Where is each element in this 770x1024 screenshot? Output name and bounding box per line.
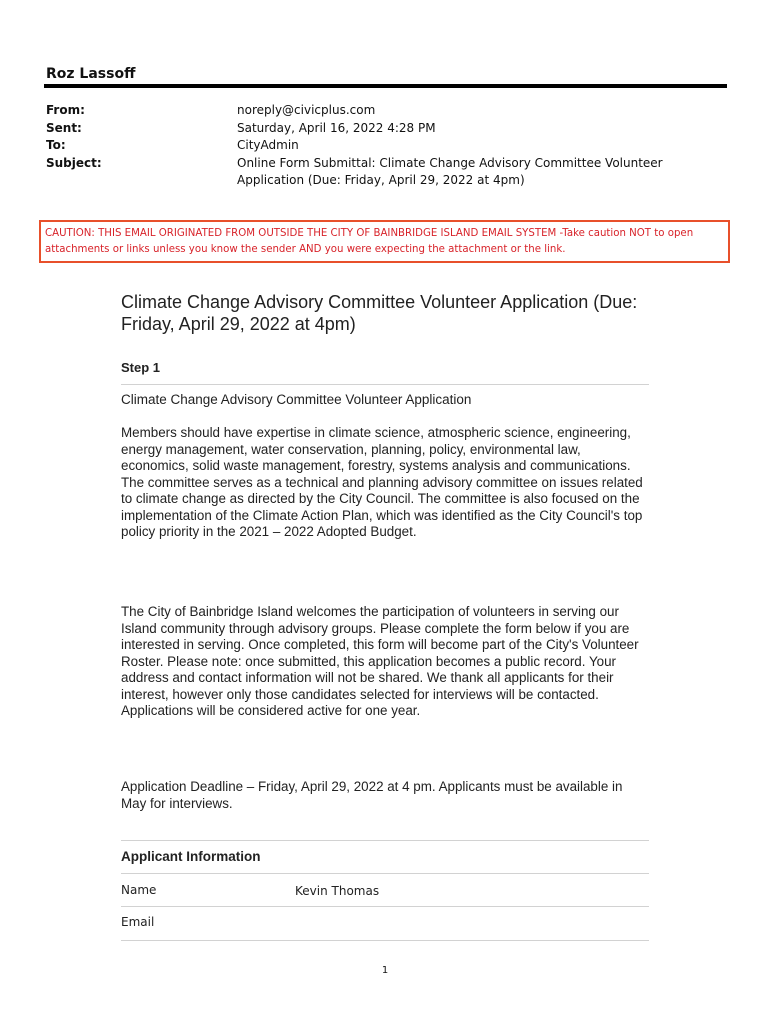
step-label: Step 1 (121, 360, 161, 375)
to-value: CityAdmin (237, 138, 299, 152)
form-subtitle: Climate Change Advisory Committee Volunteer Application (121, 392, 472, 407)
name-label: Name (121, 883, 157, 897)
to-label: To: (46, 138, 66, 152)
page-number: 1 (381, 965, 389, 976)
description-paragraph-1: Members should have expertise in climate science, atmospheric science, engineering, energy management, water conservation, planning, policy, environmental law, economics, solid waste management, forestry, systems analysis and communications. The committee serves as a technical and planning advisory committee on issues related to climate change as directed by the City Council. The committee is also focused on the implementation of the Climate Action Plan, which was identified as the City Council's top policy priority in the 2021 – 2022 Adopted Budget. (121, 425, 643, 539)
caution-banner (39, 220, 730, 263)
subject-label: Subject: (46, 155, 102, 170)
email-headers (46, 102, 727, 190)
name-row-divider (121, 906, 649, 907)
email-label: Email (121, 915, 155, 929)
subject-row (46, 155, 727, 190)
subject-value: Online Form Submittal: Climate Change Advisory Committee Volunteer Application (Due: Friday, April 29, 2022 at 4pm) (237, 155, 663, 187)
section-divider (121, 873, 649, 874)
name-value: Kevin Thomas (295, 884, 380, 898)
sender-name: Roz Lassoff (46, 66, 136, 82)
applicant-info-heading: Applicant Information (121, 849, 261, 864)
email-row-divider (121, 940, 649, 941)
sent-label: Sent: (46, 120, 82, 135)
step-divider (121, 384, 649, 385)
from-value: noreply@civicplus.com (237, 103, 376, 117)
deadline-paragraph: Application Deadline – Friday, April 29, 2022 at 4 pm. Applicants must be available in May for interviews. (121, 779, 623, 811)
sent-row (46, 120, 727, 138)
caution-text: CAUTION: THIS EMAIL ORIGINATED FROM OUTSIDE THE CITY OF BAINBRIDGE ISLAND EMAIL SYSTEM -Take caution NOT to open attachments or links unless you know the sender AND you were expecting the attachment or the link. (45, 228, 694, 255)
from-label: From: (46, 103, 85, 117)
section-divider-top (121, 840, 649, 841)
from-row (46, 102, 727, 120)
form-title: Climate Change Advisory Committee Volunteer Application (Due: Friday, April 29, 2022 at 4pm) (121, 292, 638, 334)
header-divider (44, 84, 727, 88)
to-row (46, 137, 727, 155)
description-paragraph-2: The City of Bainbridge Island welcomes the participation of volunteers in serving our Island community through advisory groups. Please complete the form below if you are interested in serving. Once completed, this form will become part of the City's Volunteer Roster. Please note: once submitted, this application becomes a public record. Your address and contact information will not be shared. We thank all applicants for their interest, however only those candidates selected for interviews will be contacted. Applications will be considered active for one year. (121, 604, 639, 718)
sent-value: Saturday, April 16, 2022 4:28 PM (237, 120, 436, 135)
